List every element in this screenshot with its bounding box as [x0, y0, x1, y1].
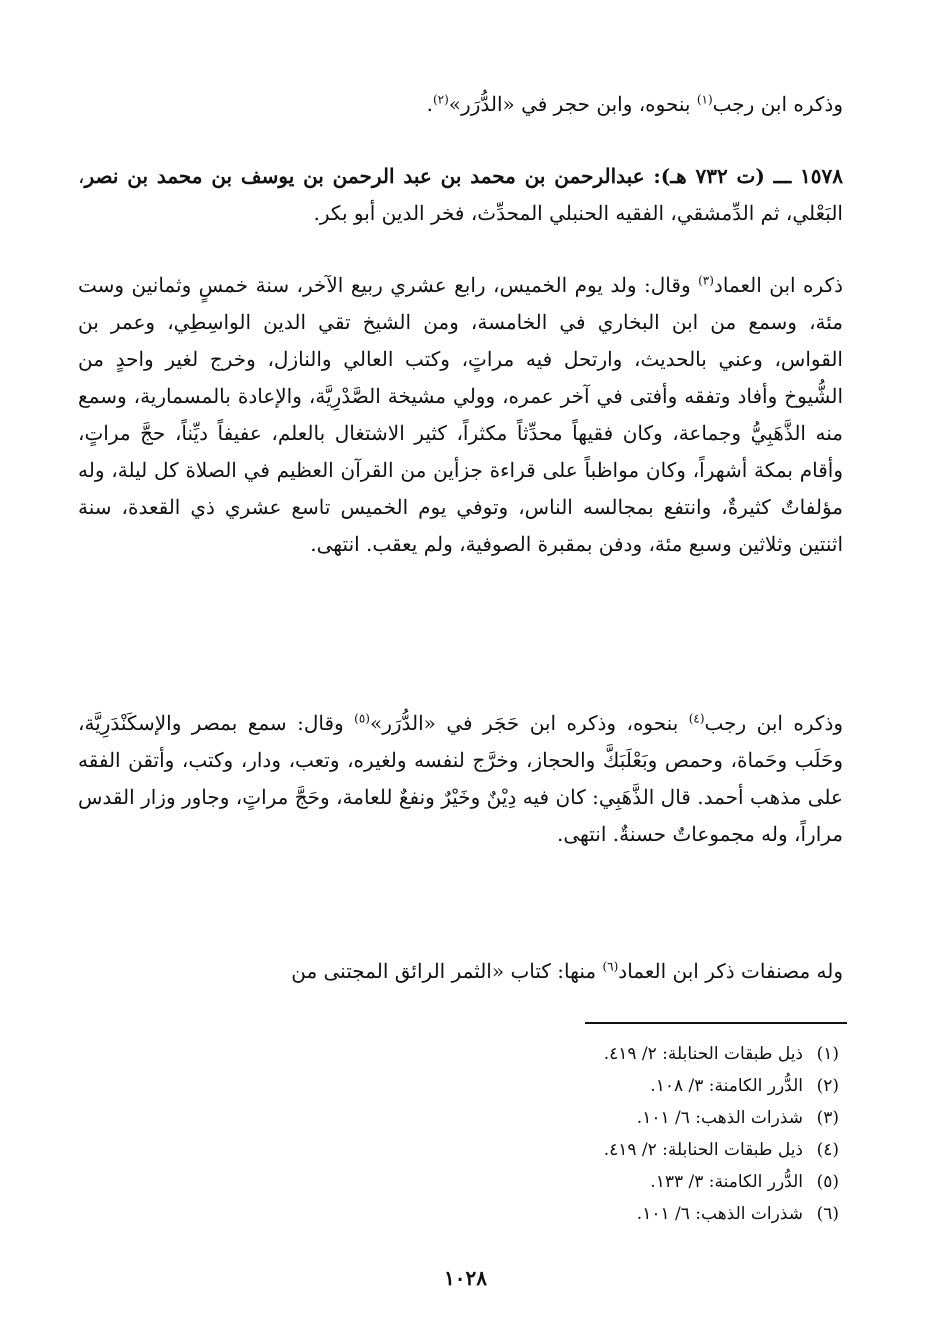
footnote-ref-4[interactable]: (٤)	[688, 711, 705, 726]
footnote-ref-2[interactable]: (٢)	[432, 92, 449, 107]
footnotes-list	[419, 1038, 839, 1230]
footnote-item: (٢)الدُّرر الكامنة: ٣/ ١٠٨.	[650, 1076, 839, 1096]
second-biography-paragraph	[78, 705, 843, 853]
entry-1578	[78, 158, 843, 232]
entry-heading	[78, 158, 843, 232]
entry-description: ، البَعْلي، ثم الدِّمشقي، الفقيه الحنبلي المحدِّث، فخر الدين أبو بكر.	[78, 164, 843, 225]
footnote-ref-3[interactable]: (٣)	[698, 273, 714, 288]
paragraph-ibn-hajar: وذكره ابن رجب$^{(٤)}$ بنحوه، وذكره ابن حَجَر في «الدُّرَر»$^{(٥)}$ وقال: سمع بمصر والإسكَنْدَرِيَّة، وحَلَب وحَماة، وحمص وبَعْلَبَكَّ والحجاز، وخرَّج لنفسه ولغيره، وتعب، ودار، وكتب، وأتقن الفقه على مذهب أحمد. قال الذَّهَبِي: كان فيه دِيْنٌ وخَيْرٌ ونفعٌ للعامة، وحَجَّ مراتٍ، وجاور وزار القدس مراراً، وله مجموعاتٌ حسنةٌ. انتهى.	[78, 711, 844, 846]
footnote-ref-1[interactable]: (١)	[696, 92, 713, 107]
footnote-item: (٥)الدُّرر الكامنة: ٣/ ١٣٣.	[650, 1172, 839, 1192]
footnote-ref-6[interactable]: (٦)	[602, 959, 619, 974]
footnote-ref-5[interactable]: (٥)	[354, 711, 370, 726]
footnote-divider	[585, 1022, 847, 1024]
paragraph-works: وله مصنفات ذكر ابن العماد$^{(٦)}$ منها: كتاب «الثمر الرائق المجتنى من	[291, 959, 843, 983]
works-paragraph	[78, 953, 843, 990]
footnote-item: (٤)ذيل طبقات الحنابلة: ٢/ ٤١٩.	[603, 1140, 839, 1160]
footnote-item: (١)ذيل طبقات الحنابلة: ٢/ ٤١٩.	[603, 1044, 839, 1064]
paragraph-ibn-al-imad: ذكره ابن العماد$^{(٣)}$ وقال: ولد يوم الخميس، رابع عشري ربيع الآخر، سنة خمسٍ وثمانين وست مئة، وسمع من ابن البخاري في الخامسة، ومن الشيخ تقي الدين الواسِطِي، وعمر بن القواس، وعني بالحديث، وارتحل فيه مراتٍ، وكتب العالي والنازل، وخرج لغير واحدٍ من الشُّيوخ وأفاد وتفقه وأفتى في آخر عمره، وولي مشيخة الصَّدْرِيَّة، والإعادة بالمسمارية، وسمع منه الذَّهَبِيُّ وجماعة، وكان فقيهاً محدِّثاً مكثراً، كثير الاشتغال بالعلم، عفيفاً ديِّناً، حجَّ مراتٍ، وأقام بمكة أشهراً، وكان مواظباً على قراءة جزأين من القرآن العظيم في الصلاة كل ليلة، وله مؤلفاتٌ كثيرةٌ، وانتفع بمجالسه الناس، وتوفي يوم الخميس تاسع عشري ذي القعدة، سنة اثنتين وثلاثين وسبع مئة، ودفن بمقبرة الصوفية، ولم يعقب. انتهى.	[78, 273, 844, 556]
biography-paragraph	[78, 267, 843, 563]
intro-paragraph	[78, 86, 843, 123]
paragraph-ibn-rajab-ref: وذكره ابن رجب$^{(١)}$ بنحوه، وابن حجر في «الدُّرَر»$^{(٢)}$.	[426, 92, 843, 116]
entry-number: ١٥٧٨ ـــ	[764, 164, 843, 188]
footnote-item: (٦)شذرات الذهب: ٦/ ١٠١.	[636, 1204, 839, 1224]
entry-death-date: (ت ٧٣٢ هـ):	[644, 164, 765, 188]
page-number: ١٠٢٨	[444, 1266, 487, 1290]
footnote-item: (٣)شذرات الذهب: ٦/ ١٠١.	[636, 1108, 839, 1128]
entry-name: عبدالرحمن بن محمد بن عبد الرحمن بن يوسف بن محمد بن نصر	[84, 164, 645, 188]
